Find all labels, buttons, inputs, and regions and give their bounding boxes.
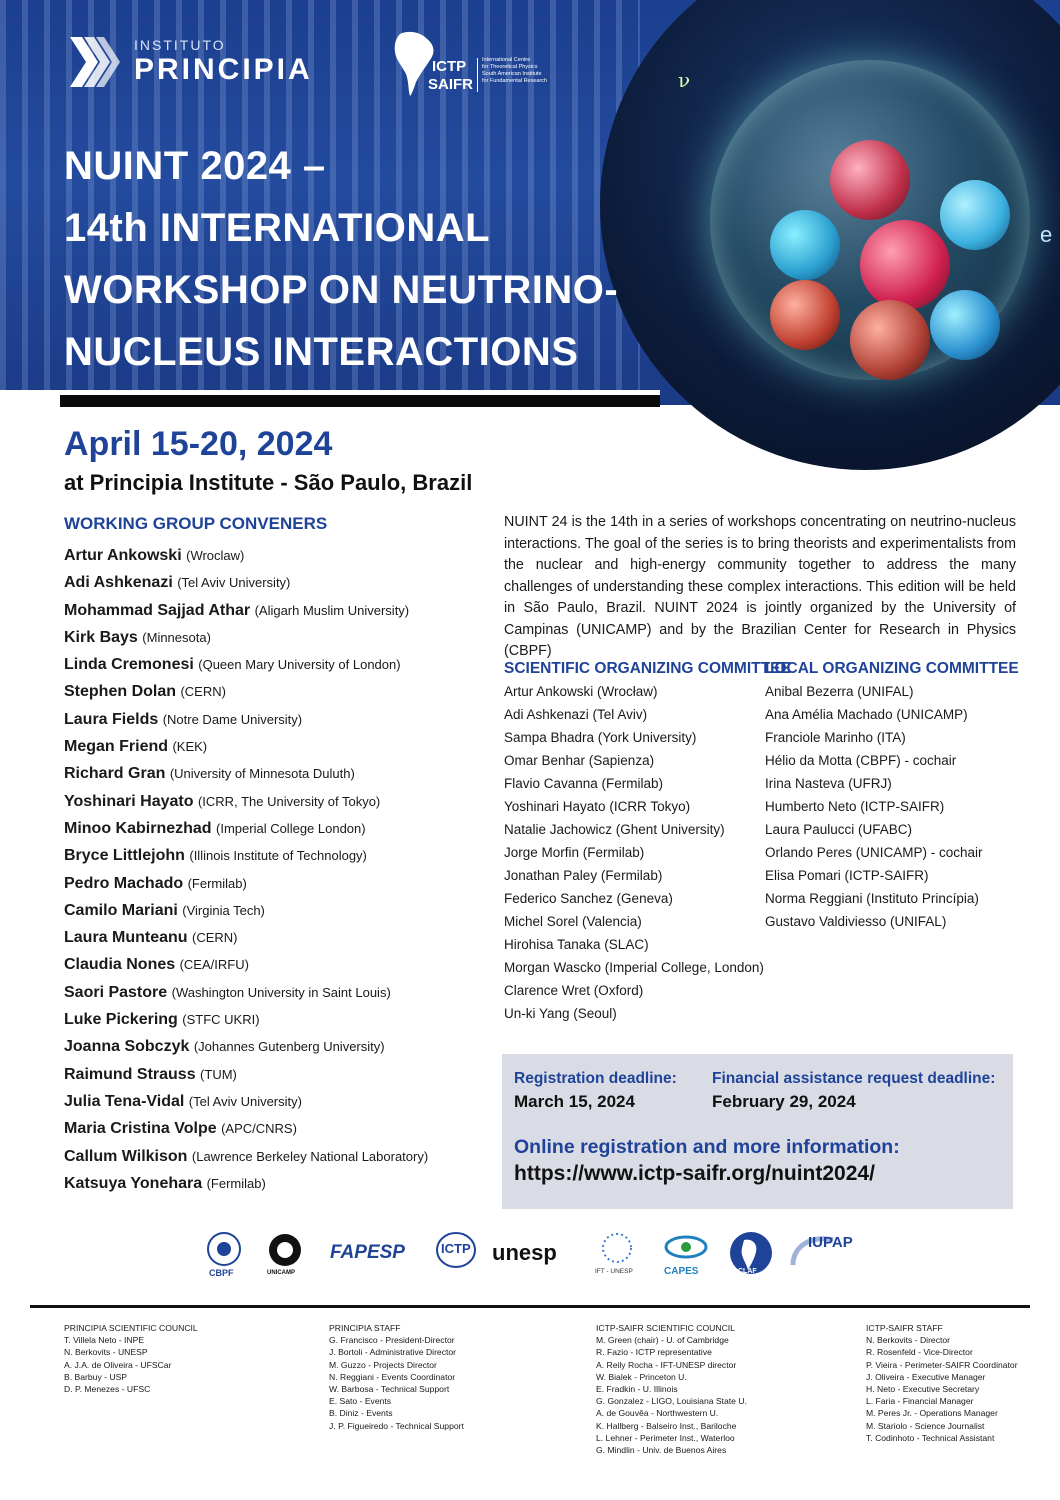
footer-member: N. Berkovits - UNESP	[64, 1347, 148, 1358]
soc-member: Natalie Jachowicz (Ghent University)	[504, 822, 725, 837]
loc-member: Humberto Neto (ICTP-SAIFR)	[765, 799, 945, 814]
convener-affiliation: (APC/CNRS)	[221, 1121, 297, 1137]
convener-affiliation: (Minnesota)	[142, 629, 211, 645]
intro-paragraph: NUINT 24 is the 14th in a series of workshops concentrating on neutrino-nucleus interactions. The goal of the series is to bring theorists and experimentalists from the nuclear and high-energy community together to address the many challenges of understanding these complex interactions. This edition will be held in São Paulo, Brazil. NUINT 2024 is jointly organized by the University of Campinas (UNICAMP) and by the Brazilian Center for Research in Physics (CBPF)	[504, 514, 1016, 659]
convener-item	[64, 1006, 428, 1033]
loc-member: Anibal Bezerra (UNIFAL)	[765, 684, 914, 699]
soc-member: Adi Ashkenazi (Tel Aviv)	[504, 707, 648, 722]
soc-member: Clarence Wret (Oxford)	[504, 983, 644, 998]
registration-deadline-label: Registration deadline:	[514, 1070, 677, 1087]
nucleon-ball	[860, 220, 950, 310]
ift-logo	[595, 1230, 650, 1282]
registration-deadline-date: March 15, 2024	[514, 1092, 635, 1111]
convener-item	[64, 624, 428, 651]
loc-member: Irina Nasteva (UFRJ)	[765, 776, 892, 791]
claf-text: CLAF	[738, 1268, 757, 1275]
unesp-logo	[492, 1230, 587, 1282]
footer-member: W. Barbosa - Technical Support	[329, 1384, 450, 1395]
ictp-logo-line2: SAIFR	[428, 76, 473, 93]
unicamp-emblem-icon	[265, 1230, 305, 1270]
loc-member: Gustavo Valdiviesso (UNIFAL)	[765, 914, 947, 929]
cbpf-emblem-icon	[205, 1230, 243, 1268]
convener-name: Maria Cristina Volpe	[64, 1120, 217, 1138]
cbpf-text: CBPF	[209, 1268, 234, 1278]
ictp-logo-separator	[477, 58, 478, 92]
soc-member: Flavio Cavanna (Fermilab)	[504, 776, 664, 791]
footer-member: G. Mindlin - Univ. de Buenos Aires	[596, 1445, 727, 1456]
convener-item	[64, 760, 428, 787]
convener-item	[64, 1088, 428, 1115]
loc-member: Franciole Marinho (ITA)	[765, 730, 906, 745]
iupap-logo	[788, 1230, 868, 1282]
principia-logo-big: PRINCIPIA	[134, 53, 313, 86]
convener-item	[64, 1143, 428, 1170]
capes-swirl-icon	[662, 1230, 710, 1264]
convener-affiliation: (STFC UKRI)	[182, 1012, 260, 1028]
registration-url[interactable]: https://www.ictp-saifr.org/nuint2024/	[514, 1162, 875, 1185]
loc-member: Orlando Peres (UNICAMP) - cochair	[765, 845, 983, 860]
convener-item	[64, 597, 428, 624]
footer-member: R. Rosenfeld - Vice-Director	[866, 1347, 973, 1358]
iupap-text: IUPAP	[808, 1234, 853, 1251]
loc-member: Elisa Pomari (ICTP-SAIFR)	[765, 868, 929, 883]
soc-member: Un-ki Yang (Seoul)	[504, 1006, 617, 1021]
financial-deadline-label: Financial assistance request deadline:	[712, 1070, 996, 1087]
soc-member: Artur Ankowski (Wrocław)	[504, 684, 658, 699]
soc-member: Jonathan Paley (Fermilab)	[504, 868, 663, 883]
principia-mark-icon	[68, 33, 120, 91]
convener-name: Katsuya Yonehara	[64, 1174, 203, 1192]
unicamp-text: UNICAMP	[267, 1270, 295, 1276]
footer-divider	[30, 1305, 1030, 1308]
ictp-desc-line: for Theoretical Physics	[482, 64, 538, 70]
footer-member: A. Reily Rocha - IFT-UNESP director	[596, 1359, 737, 1370]
convener-item	[64, 842, 428, 869]
nucleon-ball	[830, 140, 910, 220]
title-line: NUINT 2024 –	[64, 144, 326, 188]
convener-affiliation: (Tel Aviv University)	[177, 575, 291, 591]
convener-affiliation: (Aligarh Muslim University)	[254, 602, 410, 618]
convener-item	[64, 1061, 428, 1088]
convener-affiliation: (CERN)	[180, 684, 226, 700]
ictp-logo-description	[482, 57, 562, 85]
principia-logo-small: INSTITUTO	[134, 37, 226, 53]
footer-heading: ICTP-SAIFR SCIENTIFIC COUNCIL	[596, 1323, 735, 1333]
event-venue: at Principia Institute - São Paulo, Brazil	[64, 470, 473, 495]
convener-name: Laura Fields	[64, 710, 159, 728]
footer-member: E. Fradkin - U. Illinois	[596, 1384, 678, 1395]
convener-name: Saori Pastore	[64, 983, 168, 1001]
convener-affiliation: (University of Minnesota Duluth)	[169, 766, 355, 782]
ift-dots-icon	[595, 1230, 640, 1268]
footer-member: R. Fazio - ICTP representative	[596, 1347, 712, 1358]
convener-affiliation: (Johannes Gutenberg University)	[193, 1039, 385, 1055]
convener-item	[64, 1033, 428, 1060]
footer-member: N. Reggiani - Events Coordinator	[329, 1371, 456, 1382]
loc-member: Ana Amélia Machado (UNICAMP)	[765, 707, 968, 722]
soc-heading: SCIENTIFIC ORGANIZING COMMITTEE	[504, 660, 791, 677]
footer-member: G. Gonzalez - LIGO, Louisiana State U.	[596, 1396, 747, 1407]
footer-member: G. Francisco - President-Director	[329, 1335, 455, 1346]
fapesp-text: FAPESP	[330, 1242, 405, 1263]
convener-name: Pedro Machado	[64, 874, 184, 892]
financial-deadline-date: February 29, 2024	[712, 1092, 856, 1111]
convener-name: Stephen Dolan	[64, 683, 177, 701]
footer-member: J. Oliveira - Executive Manager	[866, 1371, 986, 1382]
footer-member: B. Diniz - Events	[329, 1408, 393, 1419]
soc-member: Morgan Wascko (Imperial College, London)	[504, 960, 764, 975]
footer-principia-staff	[329, 1322, 464, 1432]
footer-heading: ICTP-SAIFR STAFF	[866, 1323, 943, 1333]
footer-member: J. P. Figueiredo - Technical Support	[329, 1420, 464, 1431]
convener-affiliation: (KEK)	[172, 739, 208, 755]
convener-affiliation: (Lawrence Berkeley National Laboratory)	[191, 1148, 429, 1164]
convener-item	[64, 870, 428, 897]
convener-name: Linda Cremonesi	[64, 656, 194, 674]
footer-member: B. Barbuy - USP	[64, 1371, 128, 1382]
footer-heading: PRINCIPIA SCIENTIFIC COUNCIL	[64, 1323, 198, 1333]
convener-affiliation: (Queen Mary University of London)	[198, 657, 401, 673]
event-date: April 15-20, 2024	[64, 425, 333, 463]
fapesp-logo	[330, 1230, 425, 1282]
convener-item	[64, 733, 428, 760]
convener-name: Mohammad Sajjad Athar	[64, 601, 251, 619]
convener-name: Raimund Strauss	[64, 1065, 196, 1083]
convener-item	[64, 569, 428, 596]
nucleon-ball	[770, 210, 840, 280]
convener-name: Julia Tena-Vidal	[64, 1092, 185, 1110]
footer-member: N. Berkovits - Director	[866, 1335, 951, 1346]
ictp-sponsor-logo	[435, 1230, 480, 1282]
convener-affiliation: (Tel Aviv University)	[188, 1093, 302, 1109]
convener-affiliation: (CEA/IRFU)	[179, 957, 249, 973]
glass-sphere	[710, 60, 1030, 380]
convener-item	[64, 706, 428, 733]
convener-item	[64, 924, 428, 951]
convener-affiliation: (Virginia Tech)	[182, 902, 265, 918]
unesp-text: unesp	[492, 1240, 557, 1265]
soc-member: Yoshinari Hayato (ICRR Tokyo)	[504, 799, 691, 814]
loc-list	[765, 680, 983, 933]
convener-affiliation: (Imperial College London)	[216, 820, 366, 836]
convener-name: Minoo Kabirnezhad	[64, 819, 212, 837]
convener-name: Richard Gran	[64, 765, 166, 783]
convener-affiliation: (Fermilab)	[187, 875, 247, 891]
footer-ictp-council	[596, 1322, 747, 1456]
ift-text: IFT - UNESP	[595, 1268, 633, 1275]
loc-member: Hélio da Motta (CBPF) - cochair	[765, 753, 957, 768]
loc-heading: LOCAL ORGANIZING COMMITTEE	[765, 660, 1019, 677]
convener-item	[64, 678, 428, 705]
convener-item	[64, 788, 428, 815]
convener-item	[64, 651, 428, 678]
soc-member: Federico Sanchez (Geneva)	[504, 891, 673, 906]
footer-member: T. Codinhoto - Technical Assistant	[866, 1432, 995, 1443]
convener-affiliation: (Notre Dame University)	[162, 711, 303, 727]
ictp-saifr-logo	[392, 30, 572, 100]
neutrino-symbol: ν	[678, 68, 691, 92]
convener-affiliation: (Wroclaw)	[186, 548, 245, 563]
footer-member: J. Bortoli - Administrative Director	[329, 1347, 457, 1358]
nucleon-ball	[850, 300, 930, 380]
convener-name: Megan Friend	[64, 738, 169, 756]
footer-member: M. Stariolo - Science Journalist	[866, 1420, 985, 1431]
soc-member: Michel Sorel (Valencia)	[504, 914, 642, 929]
claf-logo	[728, 1230, 776, 1282]
soc-member: Omar Benhar (Sapienza)	[504, 753, 655, 768]
footer-member: T. Villela Neto - INPE	[64, 1335, 145, 1346]
footer-member: D. P. Menezes - UFSC	[64, 1384, 151, 1395]
loc-member: Laura Paulucci (UFABC)	[765, 822, 913, 837]
footer-member: H. Neto - Executive Secretary	[866, 1384, 980, 1395]
title-line: NUCLEUS INTERACTIONS	[64, 330, 579, 374]
ictp-desc-line: South American Institute	[482, 71, 542, 77]
title-line: WORKSHOP ON NEUTRINO-	[64, 268, 619, 312]
footer-member: M. Peres Jr. - Operations Manager	[866, 1408, 998, 1419]
convener-name: Adi Ashkenazi	[64, 574, 173, 592]
soc-member: Jorge Morfin (Fermilab)	[504, 845, 645, 860]
cbpf-logo	[205, 1230, 245, 1282]
convener-item	[64, 1170, 428, 1197]
convener-name: Callum Wilkison	[64, 1147, 188, 1165]
conveners-heading: WORKING GROUP CONVENERS	[64, 514, 328, 533]
convener-item	[64, 951, 428, 978]
nucleon-ball	[770, 280, 840, 350]
ictp-desc-line: for Fundamental Research	[482, 78, 548, 84]
convener-name: Artur Ankowski	[64, 547, 182, 564]
convener-affiliation: (Washington University in Saint Louis)	[171, 984, 391, 1000]
convener-item	[64, 897, 428, 924]
convener-name: Camilo Mariani	[64, 901, 178, 919]
footer-member: M. Green (chair) - U. of Cambridge	[596, 1335, 729, 1346]
footer-member: A. J.A. de Oliveira - UFSCar	[64, 1359, 172, 1370]
footer-member: A. de Gouvêa - Northwestern U.	[596, 1408, 719, 1419]
convener-affiliation: (Illinois Institute of Technology)	[189, 848, 367, 864]
footer-member: L. Lehner - Perimeter Inst., Waterloo	[596, 1432, 735, 1443]
footer-member: E. Sato - Events	[329, 1396, 392, 1407]
hero-black-bar	[60, 395, 660, 407]
convener-affiliation: (Fermilab)	[206, 1175, 266, 1191]
ictp-logo-line1: ICTP	[432, 58, 467, 75]
principia-logo	[68, 33, 358, 93]
footer-member: L. Faria - Financial Manager	[866, 1396, 974, 1407]
convener-name: Luke Pickering	[64, 1011, 178, 1029]
loc-member: Norma Reggiani (Instituto Princípia)	[765, 891, 979, 906]
convener-affiliation: (CERN)	[192, 930, 238, 946]
conveners-list	[64, 542, 428, 1197]
footer-principia-council	[64, 1322, 198, 1395]
sponsor-logos	[200, 1230, 880, 1285]
convener-item	[64, 1115, 428, 1142]
convener-affiliation: (TUM)	[200, 1066, 237, 1082]
nucleon-ball	[940, 180, 1010, 250]
convener-name: Joanna Sobczyk	[64, 1038, 190, 1056]
registration-box	[502, 1054, 1013, 1209]
convener-item	[64, 815, 428, 842]
ictp-sponsor-text: ICTP	[441, 1241, 471, 1256]
electron-symbol: e	[1040, 222, 1053, 247]
footer-member: M. Guzzo - Projects Director	[329, 1359, 437, 1370]
convener-affiliation: (ICRR, The University of Tokyo)	[197, 793, 381, 809]
convener-name: Claudia Nones	[64, 956, 176, 974]
footer-member: K. Hallberg - Balseiro Inst., Bariloche	[596, 1420, 737, 1431]
unicamp-logo	[265, 1230, 310, 1282]
ictp-desc-line: International Centre	[482, 57, 531, 63]
footer-member: P. Vieira - Perimeter-SAIFR Coordinator	[866, 1359, 1018, 1370]
convener-name: Yoshinari Hayato	[64, 792, 194, 810]
soc-member: Hirohisa Tanaka (SLAC)	[504, 937, 649, 952]
soc-list	[504, 680, 764, 1025]
footer-member: W. Bialek - Princeton U.	[596, 1371, 687, 1382]
convener-item	[64, 979, 428, 1006]
convener-name: Bryce Littlejohn	[64, 847, 185, 865]
convener-name: Laura Munteanu	[64, 929, 188, 947]
capes-logo	[662, 1230, 717, 1282]
footer-ictp-staff	[866, 1322, 1018, 1444]
convener-item	[64, 542, 428, 569]
soc-member: Sampa Bhadra (York University)	[504, 730, 697, 745]
capes-text: CAPES	[664, 1266, 699, 1277]
event-title	[64, 135, 624, 383]
online-registration-label: Online registration and more information:	[514, 1136, 900, 1158]
title-line: 14th INTERNATIONAL	[64, 206, 491, 250]
footer-heading: PRINCIPIA STAFF	[329, 1323, 401, 1333]
convener-name: Kirk Bays	[64, 628, 138, 646]
nucleon-ball	[930, 290, 1000, 360]
